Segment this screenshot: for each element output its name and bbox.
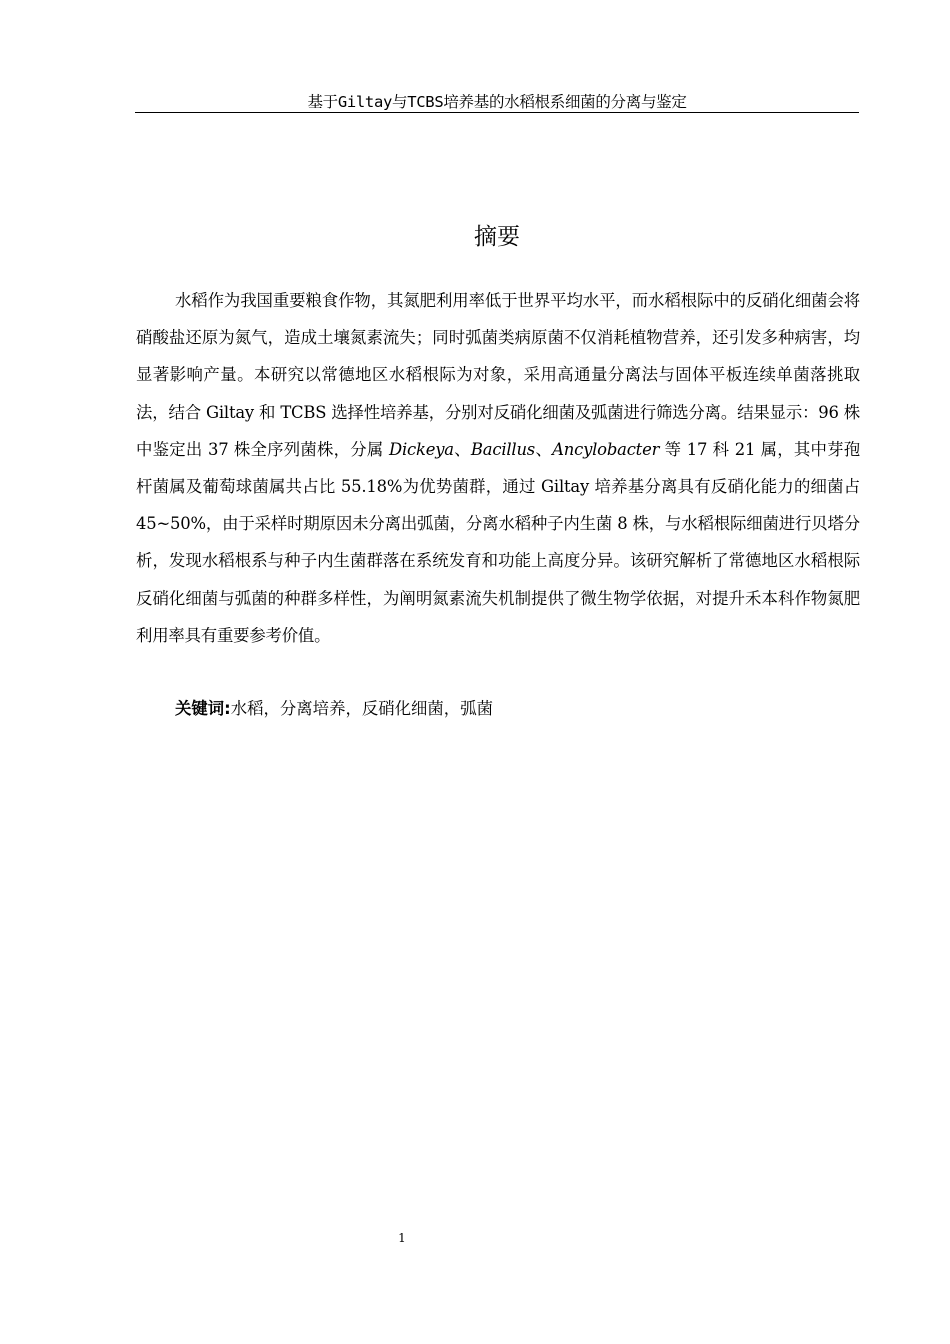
keywords-line: [175, 690, 859, 727]
page-number: 1: [398, 1231, 406, 1245]
separator: 、: [535, 439, 553, 459]
running-header-title: 基于Giltay与TCBS培养基的水稻根系细菌的分离与鉴定: [307, 93, 687, 111]
header-rule: [135, 112, 859, 113]
abstract-text-part-1: 水稻作为我国重要粮食作物，其氮肥利用率低于世界平均水平，而水稻根际中的反硝化细菌会将硝酸盐还原为氮气，造成土壤氮素流失；同时弧菌类病原菌不仅消耗植物营养，还引发多种病害，均显著影响产量。本研究以常德地区水稻根际为对象，采用高通量分离法与固体平板连续单菌落挑取法，结合 Giltay 和 TCBS 选择性培养基，分别对反硝化细菌及弧菌进行筛选分离。结果显示：96 株中鉴定出 37 株全序列菌株，分属: [136, 291, 860, 459]
abstract-text-part-2: 等 17 科 21 属，其中芽孢杆菌属及葡萄球菌属共占比 55.18%为优势菌群，通过 Giltay 培养基分离具有反硝化能力的细菌占 45~50%，由于采样时期原因未分离出弧菌，分离水稻种子内生菌 8 株，与水稻根际细菌进行贝塔分析，发现水稻根系与种子内生菌群落在系统发育和功能上高度分异。该研究解析了常德地区水稻根际反硝化细菌与弧菌的种群多样性，为阐明氮素流失机制提供了微生物学依据，对提升禾本科作物氮肥利用率具有重要参考价值。: [136, 439, 860, 645]
genus-dickeya: Dickeya: [389, 439, 454, 459]
abstract-paragraph: [136, 282, 860, 654]
genus-bacillus: Bacillus: [470, 439, 536, 459]
separator: 、: [453, 439, 471, 459]
keywords-values: 水稻，分离培养，反硝化细菌，弧菌: [230, 699, 493, 718]
keywords-label: 关键词:: [175, 699, 231, 718]
genus-ancylobacter: Ancylobacter: [552, 439, 660, 459]
abstract-heading: 摘要: [474, 224, 520, 250]
